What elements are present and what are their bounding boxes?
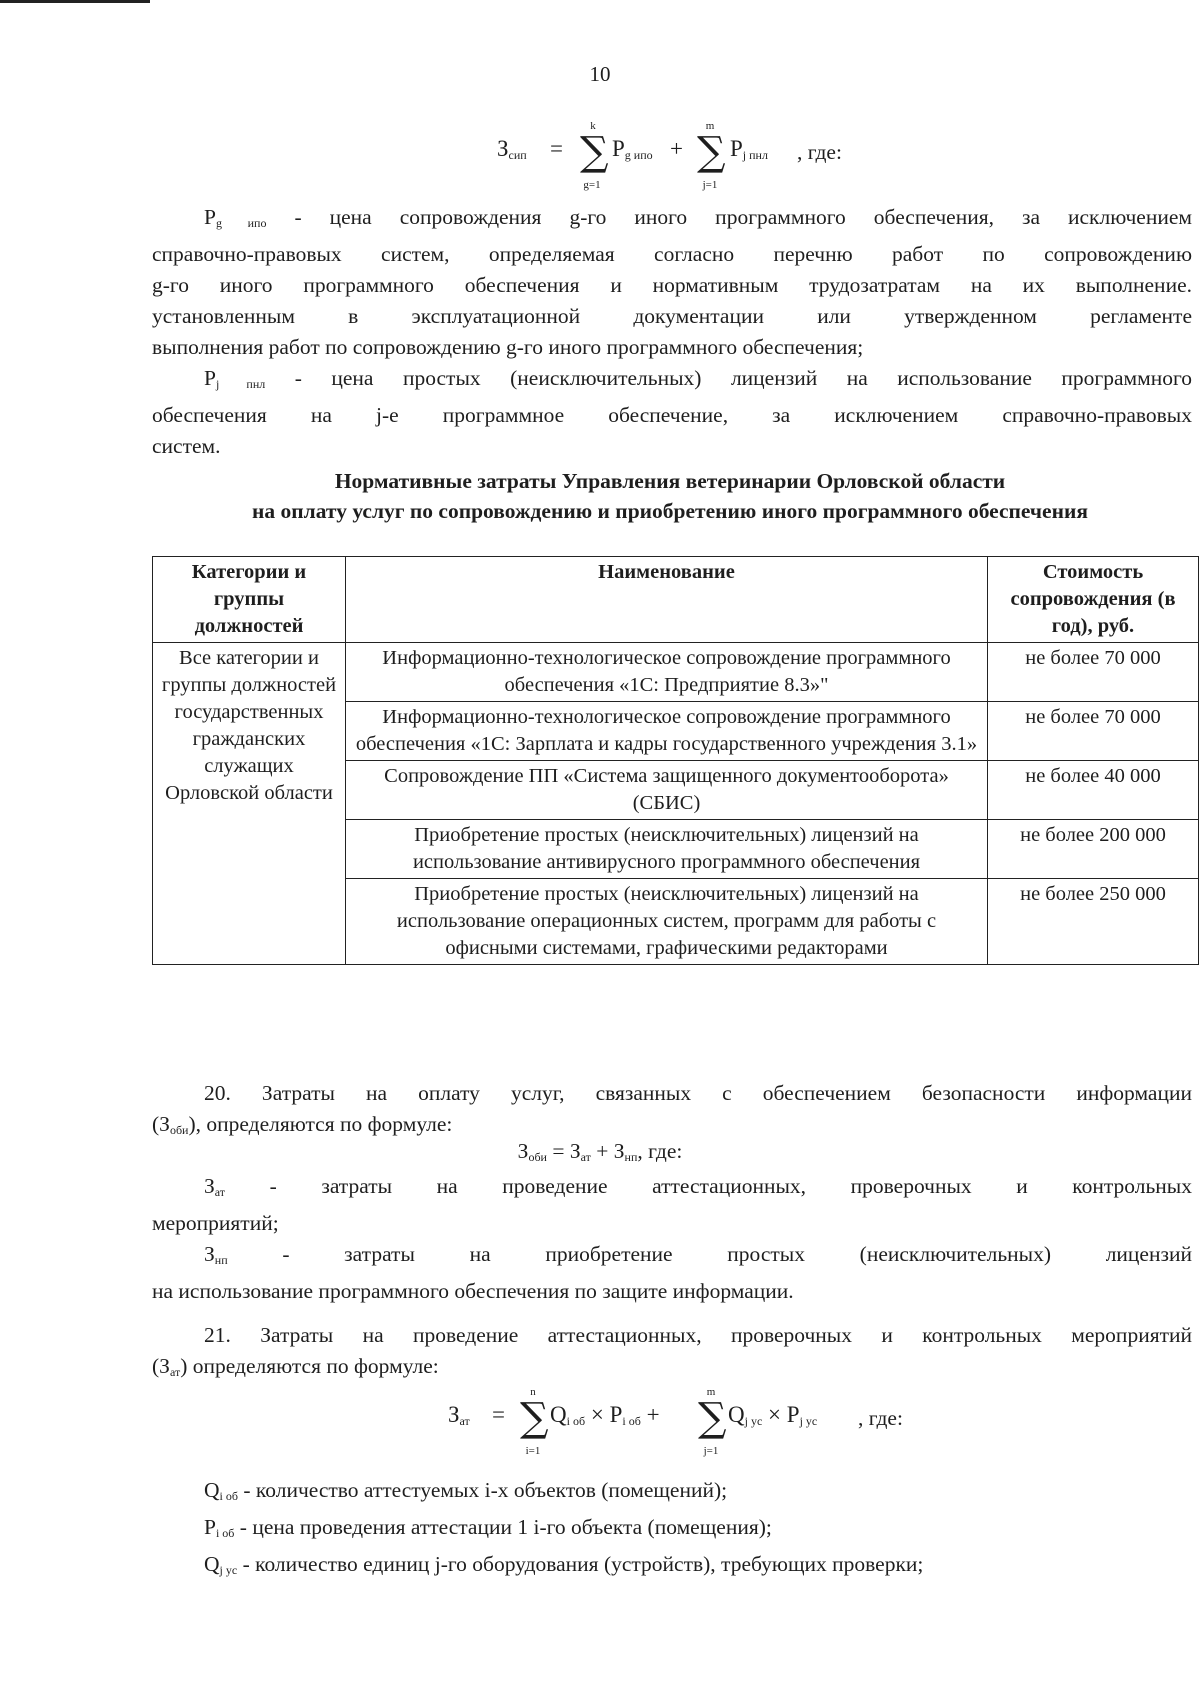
name-cell: Информационно-технологическое сопровождение программного обеспечения «1С: Зарплата и кадры государственного учреждения 3.1»	[346, 702, 988, 761]
header-category: Категории и группы должностей	[153, 557, 346, 643]
section-21-defs: $Q_{i об}$ - количество аттестуемых i-х объектов (помещений); $P_{i об}$ - цена проведения аттестации 1 i-го объекта (помещения); $Q_{j ус}$ - количество единиц j-го оборудования (устройств), требующих проверки;	[204, 1478, 924, 1577]
name-cell: Сопровождение ПП «Система защищенного документооборота» (СБИС)	[346, 761, 988, 820]
sum1-lower: g=1	[583, 179, 601, 191]
table-row	[153, 643, 1199, 702]
section-20: 20. Затраты на оплату услуг, связанных с обеспечением безопасности информации $(З_{оби})$, определяются по формуле:	[152, 1081, 1192, 1137]
sum3-upper: n	[530, 1386, 536, 1398]
sum1-sign: ∑	[580, 129, 609, 175]
formula-plus: +	[670, 136, 683, 161]
sum4-upper: m	[706, 1386, 716, 1398]
section-21: 21. Затраты на проведение аттестационных, проверочных и контрольных мероприятий $(З_{ат})$ определяются по формуле:	[152, 1323, 1192, 1379]
cost-cell: не более 70 000	[988, 643, 1199, 702]
sum4-sign: ∑	[698, 1395, 727, 1441]
formula-zobi: $З_{оби} = З_{ат} + З_{нп}$, где:	[517, 1139, 683, 1164]
cost-cell: не более 40 000	[988, 761, 1199, 820]
category-cell: Все категории и группы должностей государственных гражданских служащих Орловской области	[153, 643, 346, 965]
sum2-upper: m	[705, 120, 715, 132]
sum2-lower: j=1	[702, 179, 718, 191]
formula-lhs: $З_{сип}$	[497, 136, 527, 162]
formula-term2: $P_{j пнл}$	[730, 136, 768, 162]
sum3-lower: i=1	[525, 1445, 541, 1457]
sum3-sign: ∑	[520, 1395, 549, 1441]
formula-term1: $P_{g ипо}$	[612, 136, 653, 162]
section-20-defs: $З_{ат}$ - затраты на проведение аттестационных, проверочных и контрольных мероприятий; $З_{нп}$ - затраты на приобретение простых (неисключительных) лицензий на использование программного обеспечения по защите информации.	[152, 1174, 1192, 1303]
header-name: Наименование	[346, 557, 988, 643]
page-number: 10	[589, 62, 611, 86]
name-cell: Приобретение простых (неисключительных) лицензий на использование операционных систем, программ для работы с офисными системами, графическими редакторами	[346, 879, 988, 965]
cost-cell: не более 70 000	[988, 702, 1199, 761]
costs-table	[152, 556, 1199, 965]
formula-tail: , где:	[797, 140, 842, 164]
formula-eq: =	[550, 136, 563, 161]
table-header-row	[153, 557, 1199, 643]
name-cell: Приобретение простых (неисключительных) лицензий на использование антивирусного программного обеспечения	[346, 820, 988, 879]
sum4-lower: j=1	[703, 1445, 719, 1457]
cost-cell: не более 250 000	[988, 879, 1199, 965]
sum2-sign: ∑	[697, 129, 726, 175]
name-cell: Информационно-технологическое сопровождение программного обеспечения «1С: Предприятие 8.3»"	[346, 643, 988, 702]
header-cost: Стоимость сопровождения (в год), руб.	[988, 557, 1199, 643]
table-title: Нормативные затраты Управления ветеринарии Орловской области на оплату услуг по сопровождению и приобретению иного программного обеспечения	[252, 469, 1088, 523]
sum1-upper: k	[590, 120, 596, 132]
cost-cell: не более 200 000	[988, 820, 1199, 879]
def-pg-paragraph: $P_{g ипо}$ - цена сопровождения g-го иного программного обеспечения, за исключением справочно-правовых систем, определяемая согласно перечню работ по сопровождению g-го иного программного обеспечения и нормативным трудозатратам на их выполнение. установленным в эксплуатационной документации или утвержденном регламенте выполнения работ по сопровождению g-го иного программного обеспечения; $P_{j пнл}$ - цена простых (неисключительных) лицензий на использование программного обеспечения на j-е программное обеспечение, за исключением справочно-правовых систем.	[152, 205, 1192, 458]
scan-edge-mark	[0, 0, 150, 3]
